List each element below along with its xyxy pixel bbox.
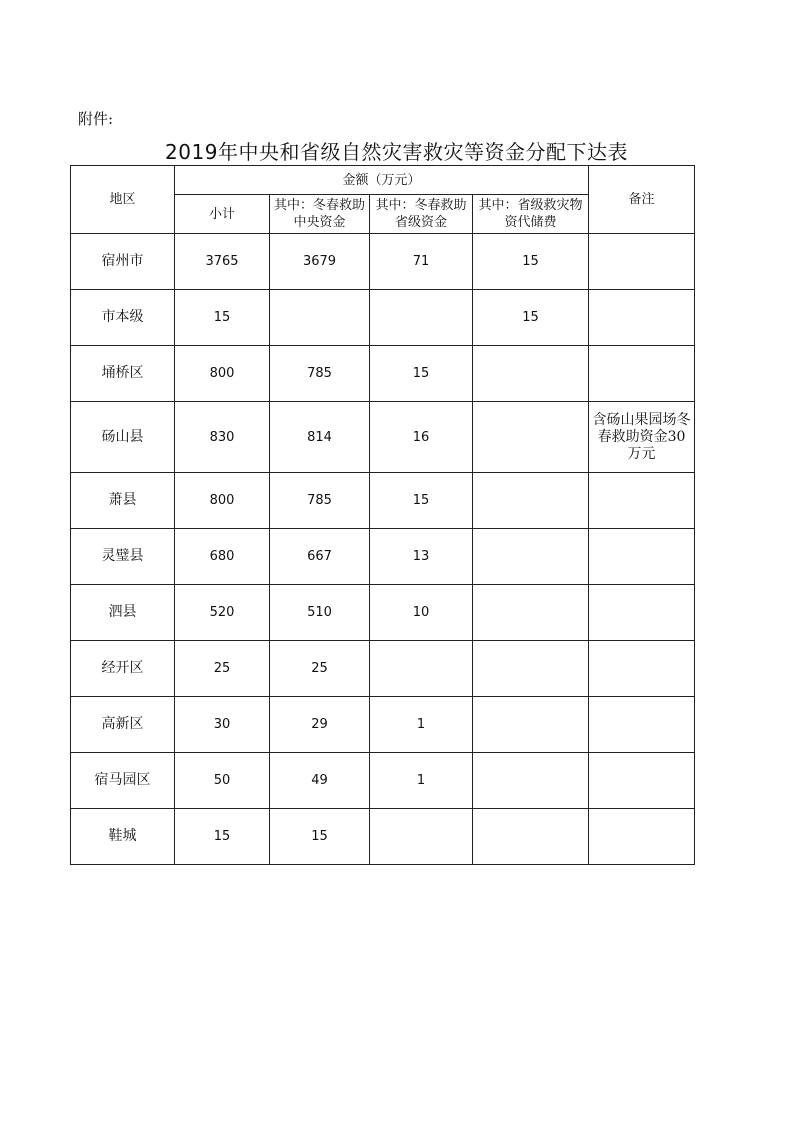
cell-region: 宿州市 (71, 234, 175, 290)
cell-remark (589, 697, 695, 753)
cell-remark (589, 346, 695, 402)
cell-central (270, 290, 370, 346)
header-material-reserve: 其中：省级救灾物资代储费 (473, 195, 589, 234)
cell-subtotal: 25 (175, 641, 270, 697)
cell-remark (589, 585, 695, 641)
cell-provincial: 1 (370, 753, 473, 809)
cell-central: 785 (270, 346, 370, 402)
table-row (71, 641, 695, 697)
cell-reserve (473, 697, 589, 753)
cell-provincial (370, 641, 473, 697)
cell-subtotal: 680 (175, 529, 270, 585)
table-row (71, 529, 695, 585)
cell-reserve (473, 753, 589, 809)
cell-reserve (473, 473, 589, 529)
header-subtotal: 小计 (175, 195, 270, 234)
cell-central: 814 (270, 402, 370, 473)
cell-provincial: 16 (370, 402, 473, 473)
cell-remark (589, 529, 695, 585)
cell-region: 鞋城 (71, 809, 175, 865)
cell-central: 29 (270, 697, 370, 753)
table-row (71, 402, 695, 473)
cell-region: 经开区 (71, 641, 175, 697)
table-row (71, 697, 695, 753)
table-row (71, 473, 695, 529)
cell-remark: 含砀山果园场冬春救助资金30万元 (589, 402, 695, 473)
cell-central: 510 (270, 585, 370, 641)
cell-region: 灵璧县 (71, 529, 175, 585)
cell-subtotal: 15 (175, 290, 270, 346)
cell-region: 埇桥区 (71, 346, 175, 402)
cell-provincial: 15 (370, 473, 473, 529)
cell-central: 49 (270, 753, 370, 809)
cell-provincial: 13 (370, 529, 473, 585)
cell-subtotal: 30 (175, 697, 270, 753)
cell-reserve (473, 529, 589, 585)
cell-central: 785 (270, 473, 370, 529)
table-row (71, 234, 695, 290)
cell-provincial: 10 (370, 585, 473, 641)
cell-reserve (473, 402, 589, 473)
table-row (71, 809, 695, 865)
cell-region: 泗县 (71, 585, 175, 641)
cell-subtotal: 3765 (175, 234, 270, 290)
cell-region: 市本级 (71, 290, 175, 346)
attachment-label: 附件: (78, 110, 114, 128)
cell-reserve (473, 585, 589, 641)
cell-provincial (370, 809, 473, 865)
cell-reserve (473, 641, 589, 697)
cell-remark (589, 473, 695, 529)
cell-reserve: 15 (473, 234, 589, 290)
header-provincial-fund: 其中：冬春救助省级资金 (370, 195, 473, 234)
cell-subtotal: 50 (175, 753, 270, 809)
table-row (71, 585, 695, 641)
cell-remark (589, 290, 695, 346)
cell-region: 宿马园区 (71, 753, 175, 809)
document-title: 2019年中央和省级自然灾害救灾等资金分配下达表 (165, 140, 628, 164)
cell-remark (589, 234, 695, 290)
cell-subtotal: 520 (175, 585, 270, 641)
cell-provincial (370, 290, 473, 346)
cell-central: 25 (270, 641, 370, 697)
table-row (71, 346, 695, 402)
cell-region: 萧县 (71, 473, 175, 529)
header-row-top (71, 166, 695, 195)
allocation-table (70, 165, 695, 865)
cell-region: 高新区 (71, 697, 175, 753)
table-row (71, 290, 695, 346)
cell-remark (589, 809, 695, 865)
cell-subtotal: 830 (175, 402, 270, 473)
table-row (71, 753, 695, 809)
header-amount-group: 金额（万元） (175, 166, 589, 195)
cell-reserve (473, 809, 589, 865)
header-central-fund: 其中：冬春救助中央资金 (270, 195, 370, 234)
cell-central: 15 (270, 809, 370, 865)
cell-subtotal: 800 (175, 473, 270, 529)
cell-remark (589, 753, 695, 809)
cell-provincial: 1 (370, 697, 473, 753)
cell-subtotal: 15 (175, 809, 270, 865)
header-remark: 备注 (589, 166, 695, 234)
cell-central: 667 (270, 529, 370, 585)
cell-central: 3679 (270, 234, 370, 290)
cell-remark (589, 641, 695, 697)
cell-subtotal: 800 (175, 346, 270, 402)
cell-reserve: 15 (473, 290, 589, 346)
cell-provincial: 71 (370, 234, 473, 290)
header-region: 地区 (71, 166, 175, 234)
cell-reserve (473, 346, 589, 402)
cell-region: 砀山县 (71, 402, 175, 473)
cell-provincial: 15 (370, 346, 473, 402)
